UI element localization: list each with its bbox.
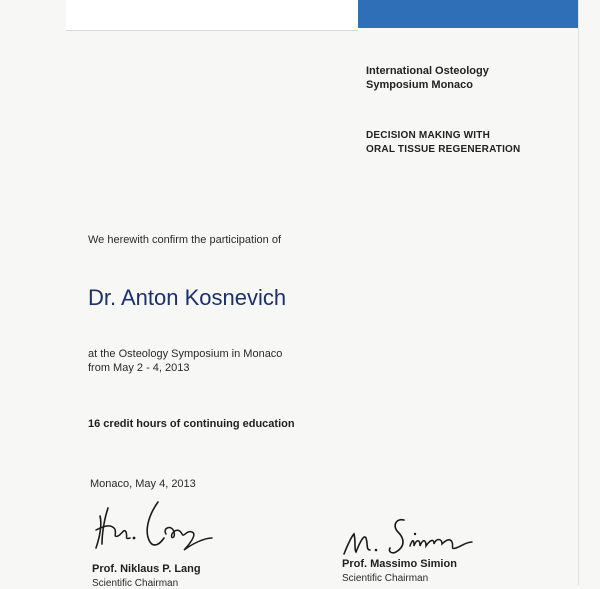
signatory-role-1: Scientific Chairman (92, 578, 179, 589)
organization-name: International Osteology Symposium Monaco (366, 65, 489, 91)
credit-hours: 16 credit hours of continuing education (88, 418, 295, 430)
signatory-name-2: Prof. Massimo Simion (342, 558, 457, 570)
header-blue-band (358, 0, 578, 28)
page-edge-divider (578, 0, 579, 585)
confirmation-text: We herewith confirm the participation of (88, 234, 281, 246)
signature-simion (338, 512, 478, 562)
course-title: DECISION MAKING WITH ORAL TISSUE REGENERATION (366, 130, 521, 155)
signatory-name-1: Prof. Niklaus P. Lang (92, 563, 201, 575)
event-location-dates: at the Osteology Symposium in Monaco from May 2 - 4, 2013 (88, 348, 283, 374)
header-white-band (66, 0, 358, 31)
signatory-role-2: Scientific Chairman (342, 573, 429, 584)
signature-lang (88, 494, 218, 556)
participant-name: Dr. Anton Kosnevich (88, 285, 287, 310)
place-date-line: Monaco, May 4, 2013 (90, 478, 196, 490)
